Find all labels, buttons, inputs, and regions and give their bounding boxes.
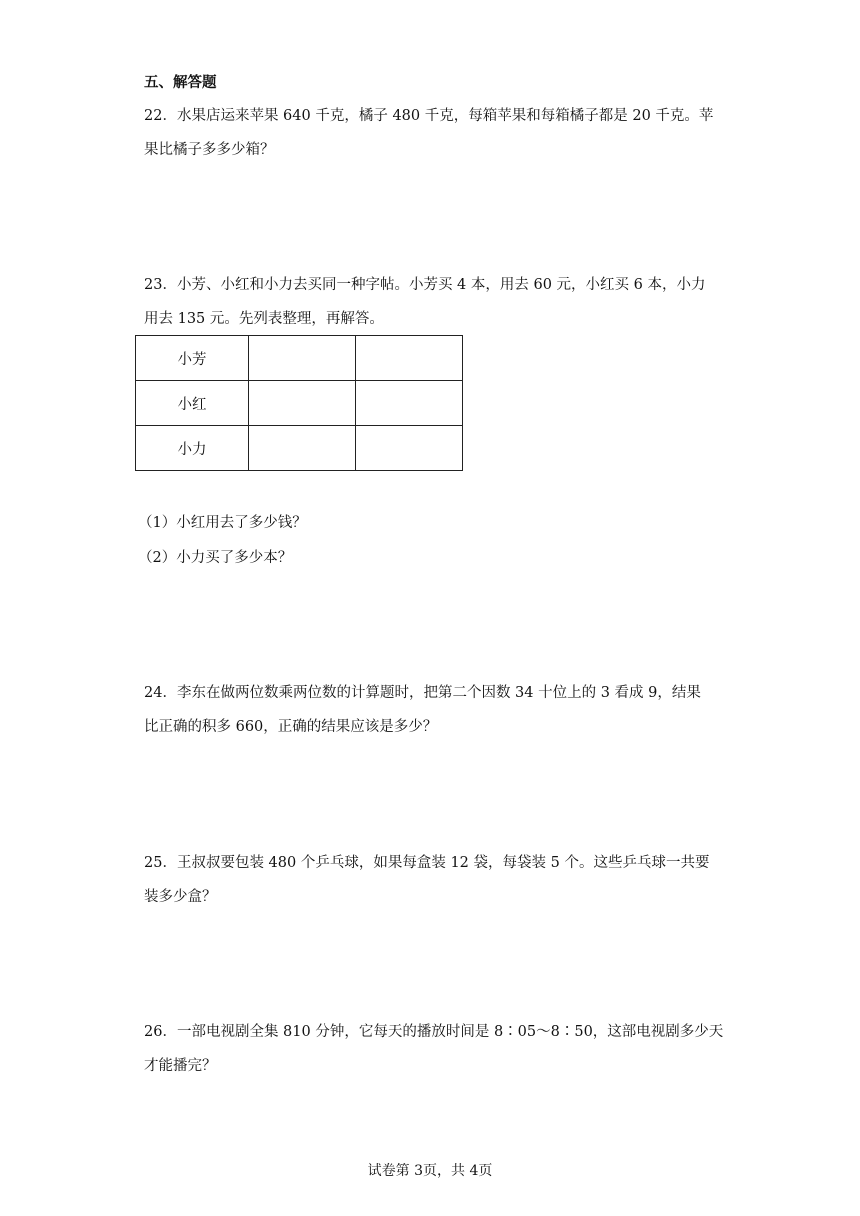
table-cell-name: 小红 <box>136 381 249 426</box>
table-cell-blank <box>356 336 463 381</box>
question-25-line1: 25．王叔叔要包装 480 个乒乓球，如果每盒装 12 袋，每袋装 5 个。这些乒乓球一共要 <box>144 855 710 871</box>
question-26-line1: 26．一部电视剧全集 810 分钟，它每天的播放时间是 8∶05～8∶50，这部电视剧多少天 <box>144 1024 724 1040</box>
question-25-line2: 装多少盒？ <box>144 889 217 905</box>
question-24-line1: 24．李东在做两位数乘两位数的计算题时，把第二个因数 34 十位上的 3 看成 9，结果 <box>144 685 701 701</box>
table-cell-blank <box>249 336 356 381</box>
page-footer: 试卷第 3页，共 4页 <box>367 1163 493 1179</box>
question-22-line2: 果比橘子多多少箱？ <box>144 142 275 158</box>
table-cell-blank <box>249 426 356 471</box>
question-23-line2: 用去 135 元。先列表整理，再解答。 <box>144 311 384 327</box>
question-26-line2: 才能播完？ <box>144 1058 217 1074</box>
section-title: 五、解答题 <box>144 75 217 91</box>
table-cell-name: 小力 <box>136 426 249 471</box>
question-23-table <box>135 335 463 471</box>
table-cell-blank <box>249 381 356 426</box>
table-row <box>136 336 463 381</box>
question-23-sub1: （1）小红用去了多少钱？ <box>138 515 307 531</box>
question-22-line1: 22．水果店运来苹果 640 千克，橘子 480 千克，每箱苹果和每箱橘子都是 20 千克。苹 <box>144 108 714 124</box>
table-row <box>136 381 463 426</box>
question-23-line1: 23．小芳、小红和小力去买同一种字帖。小芳买 4 本，用去 60 元，小红买 6 本，小力 <box>144 277 706 293</box>
question-23-sub2: （2）小力买了多少本？ <box>138 550 293 566</box>
question-24-line2: 比正确的积多 660，正确的结果应该是多少？ <box>144 719 438 735</box>
table-cell-blank <box>356 381 463 426</box>
table-cell-blank <box>356 426 463 471</box>
table-cell-name: 小芳 <box>136 336 249 381</box>
table-row <box>136 426 463 471</box>
